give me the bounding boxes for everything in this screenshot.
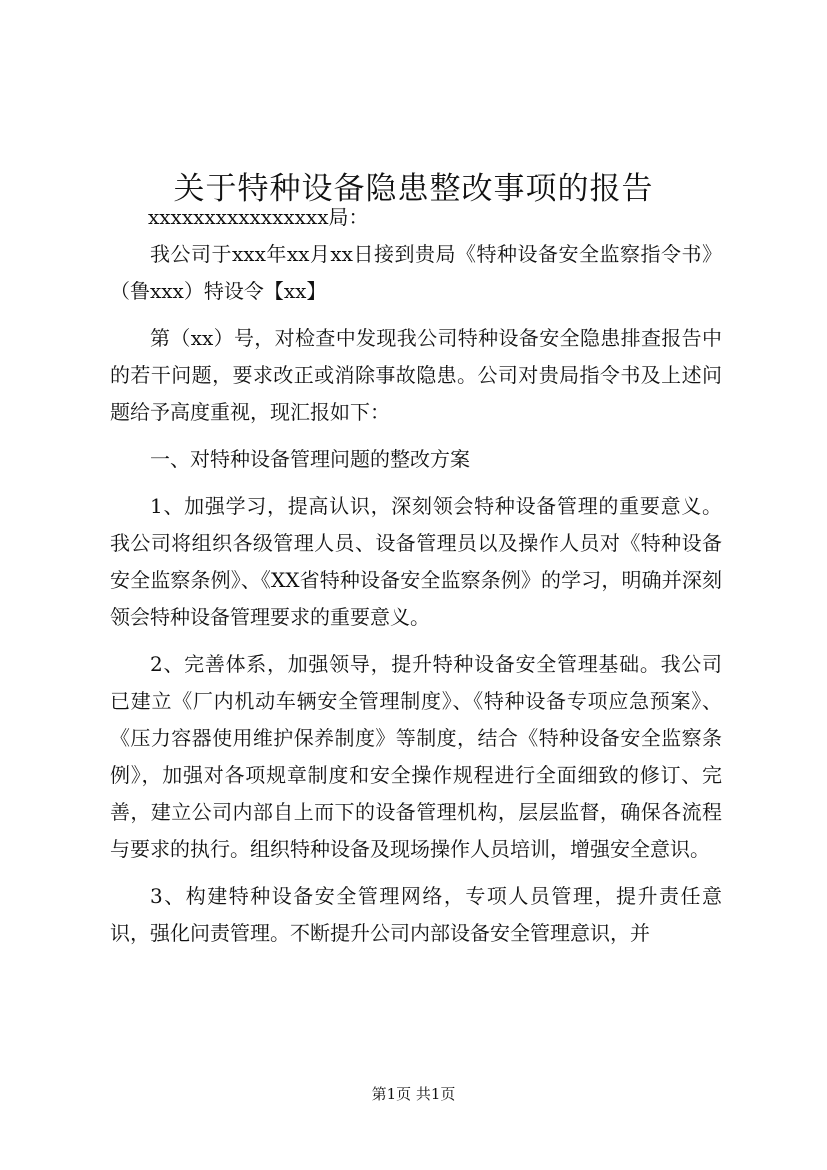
section-heading-1: 一、对特种设备管理问题的整改方案 bbox=[150, 447, 470, 471]
page-footer: 第1页 共1页 bbox=[371, 1085, 456, 1103]
body-paragraph-2: 第（xx）号，对检查中发现我公司特种设备安全隐患排查报告中的若干问题，要求改正或消除事故隐患。公司对贵局指令书及上述问题给予高度重视，现汇报如下： bbox=[110, 326, 722, 424]
body-paragraph-3: 1、加强学习，提高认识，深刻领会特种设备管理的重要意义。我公司将组织各级管理人员、设备管理员以及操作人员对《特种设备安全监察条例》、《XX省特种设备安全监察条例》的学习，明确并深刻领会特种设备管理要求的重要意义。 bbox=[110, 494, 722, 629]
body-paragraph-1: 我公司于xxx年xx月xx日接到贵局《特种设备安全监察指令书》（鲁xxx）特设令【xx】 bbox=[110, 242, 722, 303]
body-paragraph-4: 2、完善体系，加强领导，提升特种设备安全管理基础。我公司已建立《厂内机动车辆安全管理制度》、《特种设备专项应急预案》、《压力容器使用维护保养制度》等制度，结合《特种设备安全监察条例》，加强对各项规章制度和安全操作规程进行全面细致的修订、完善，建立公司内部自上而下的设备管理机构，层层监督，确保各流程与要求的执行。组织特种设备及现场操作人员培训，增强安全意识。 bbox=[110, 652, 722, 861]
body-paragraph-5: 3、构建特种设备安全管理网络，专项人员管理，提升责任意识，强化问责管理。不断提升公司内部设备安全管理意识，并 bbox=[110, 884, 722, 945]
document-title: 关于特种设备隐患整改事项的报告 bbox=[173, 170, 654, 207]
addressee-line: xxxxxxxxxxxxxxxx局： bbox=[148, 205, 369, 229]
document-body bbox=[110, 199, 722, 952]
